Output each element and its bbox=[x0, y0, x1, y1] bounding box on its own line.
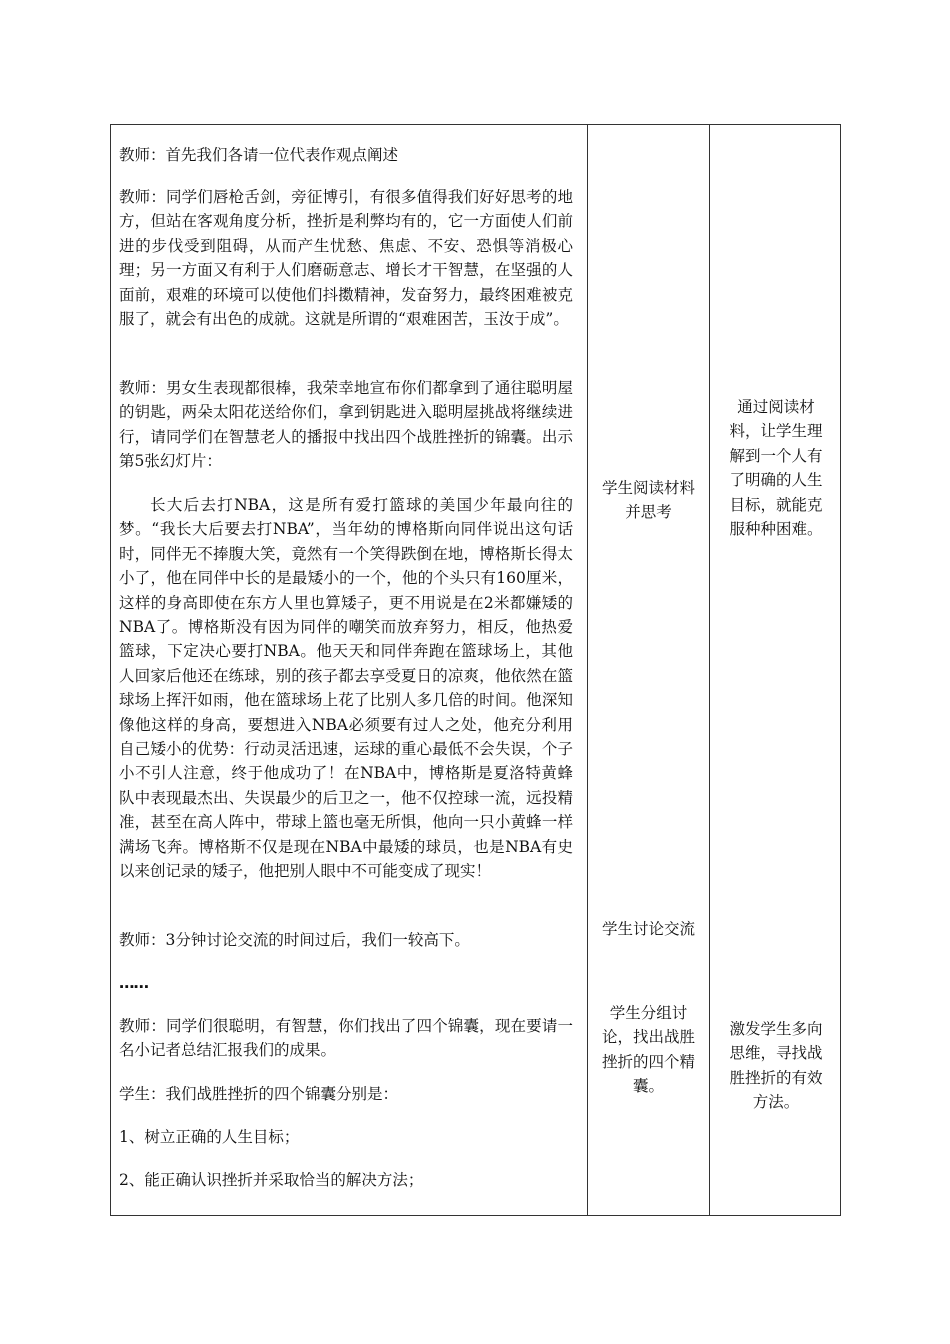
intent-thinking: 激发学生多向思维，寻找战胜挫折的有效方法。 bbox=[729, 1020, 823, 1112]
student-activity-reading: 学生阅读材料并思考 bbox=[601, 479, 695, 522]
teacher-discussion-paragraph: 教师：3分钟讨论交流的时间过后，我们一较高下。 bbox=[119, 931, 470, 949]
teacher-summary-paragraph: 教师：同学们唇枪舌剑，旁征博引，有很多值得我们好好思考的地方，但站在客观角度分析，挫折是利弊均有的，它一方面使人们前进的步伐受到阻碍，从而产生忧愁、焦虑、不安、恐惧等消极心理；另一方面又有利于人们磨砺意志、增长才干智慧，在坚强的人面前，艰难的环境可以使他们抖擞精神，发奋努力，最终困难被克服了，就会有出色的成就。这就是所谓的“艰难困苦，玉汝于成”。 bbox=[119, 188, 573, 329]
intent-reading: 通过阅读材料，让学生理解到一个人有了明确的人生目标，就能克服种种困难。 bbox=[729, 398, 823, 539]
teacher-announcement-paragraph: 教师：男女生表现都很棒，我荣幸地宣布你们都拿到了通往聪明屋的钥匙，两朵太阳花送给你们，拿到钥匙进入聪明屋挑战将继续进行，请同学们在智慧老人的播报中找出四个战胜挫折的锦囊。出示第5张幻灯片： bbox=[119, 379, 573, 471]
ellipsis-text: …… bbox=[119, 974, 148, 992]
student-activity-discussion: 学生讨论交流 bbox=[601, 920, 695, 938]
tip-two-text: 2、能正确认识挫折并采取恰当的解决方法； bbox=[119, 1171, 424, 1189]
teacher-intro-paragraph: 教师：首先我们各请一位代表作观点阐述 bbox=[119, 146, 399, 164]
student-activity-column bbox=[588, 125, 710, 1215]
student-activity-group: 学生分组讨论，找出战胜挫折的四个精囊。 bbox=[601, 1004, 695, 1096]
student-answer-paragraph: 学生：我们战胜挫折的四个锦囊分别是： bbox=[119, 1085, 399, 1103]
design-intent-column bbox=[710, 125, 840, 1215]
lesson-table bbox=[110, 124, 841, 1216]
teaching-process-column bbox=[111, 125, 588, 1215]
bogues-story-paragraph: 长大后去打NBA，这是所有爱打篮球的美国少年最向往的梦。“我长大后要去打NBA”，当年幼的博格斯向同伴说出这句话时，同伴无不捧腹大笑，竟然有一个笑得跌倒在地，博格斯长得太小了，他在同伴中长的是最矮小的一个，他的个头只有160厘米，这样的身高即使在东方人里也算矮子，更不用说是在2米都嫌矮的NBA了。博格斯没有因为同伴的嘲笑而放弃努力，相反，他热爱篮球，下定决心要打NBA。他天天和同伴奔跑在篮球场上，其他人回家后他还在练球，别的孩子都去享受夏日的凉爽，他依然在篮球场上挥汗如雨，他在篮球场上花了比别人多几倍的时间。他深知像他这样的身高，要想进入NBA必须要有过人之处，他充分利用自己矮小的优势：行动灵活迅速，运球的重心最低不会失误，个子小不引人注意，终于他成功了！在NBA中，博格斯是夏洛特黄蜂队中表现最杰出、失误最少的后卫之一，他不仅控球一流，远投精准，甚至在高人阵中，带球上篮也毫无所惧，他向一只小黄蜂一样满场飞奔。博格斯不仅是现在NBA中最矮的球员，也是NBA有史以来创记录的矮子，他把别人眼中不可能变成了现实！ bbox=[119, 496, 573, 881]
tip-one-text: 1、树立正确的人生目标； bbox=[119, 1128, 300, 1146]
teacher-praise-paragraph: 教师：同学们很聪明，有智慧，你们找出了四个锦囊，现在要请一名小记者总结汇报我们的成果。 bbox=[119, 1017, 573, 1060]
